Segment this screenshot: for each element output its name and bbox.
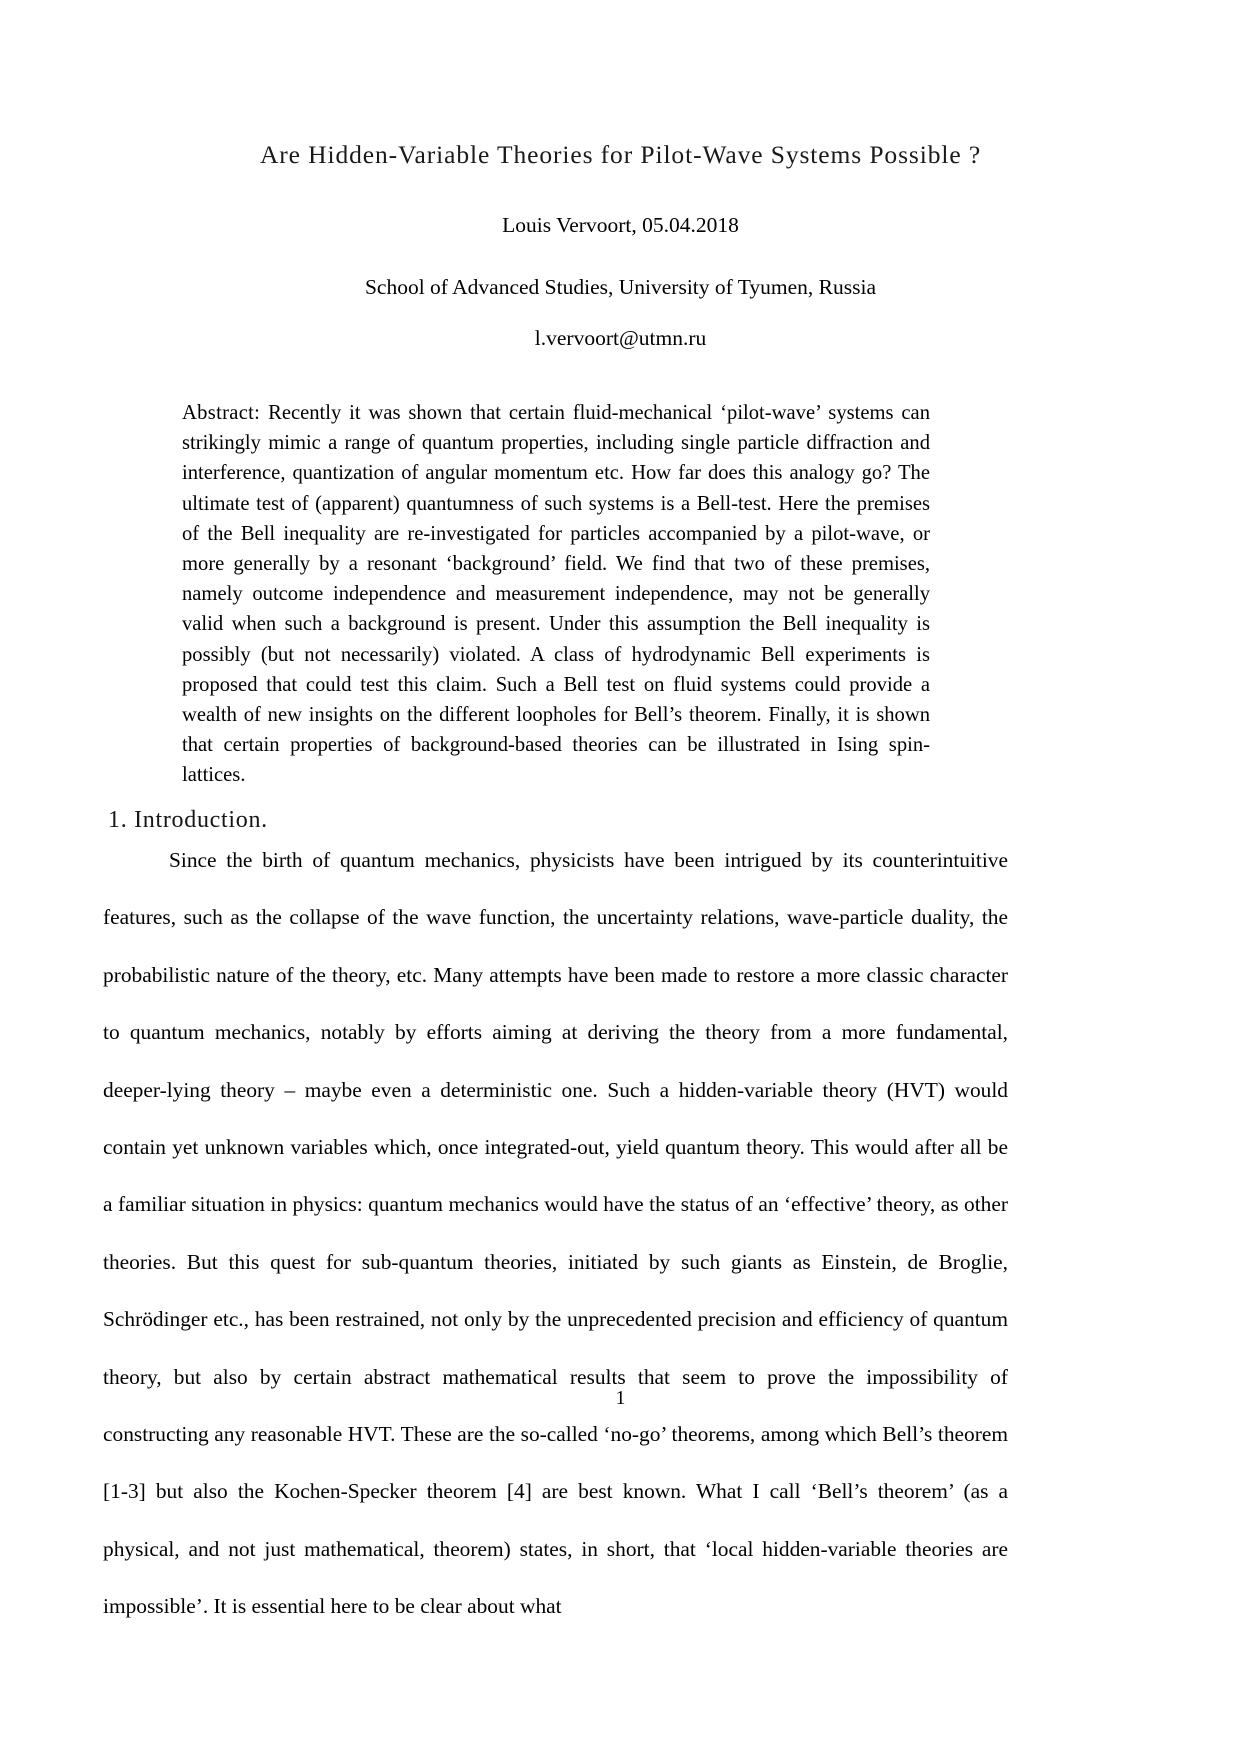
- author-email: l.vervoort@utmn.ru: [534, 326, 707, 350]
- author-line: Louis Vervoort, 05.04.2018: [502, 213, 739, 237]
- section-body-introduction: Since the birth of quantum mechanics, physicists have been intrigued by its counterintuitive features, such as the collapse of the wave function, the uncertainty relations, wave-particle duality, the probabilistic nature of the theory, etc. Many attempts have been made to restore a more classic character to quantum mechanics, notably by efforts aiming at deriving the theory from a more fundamental, deeper-lying theory – maybe even a deterministic one. Such a hidden-variable theory (HVT) would contain yet unknown variables which, once integrated-out, yield quantum theory. This would after all be a familiar situation in physics: quantum mechanics would have the status of an ‘effective’ theory, as other theories. But this quest for sub-quantum theories, initiated by such giants as Einstein, de Broglie, Schrödinger etc., has been restrained, not only by the unprecedented precision and efficiency of quantum theory, but also by certain abstract mathematical results that seem to prove the impossibility of constructing any reasonable HVT. These are the so-called ‘no-go’ theorems, among which Bell’s theorem [1-3] but also the Kochen-Specker theorem [4] are best known. What I call ‘Bell’s theorem’ (as a physical, and not just mathematical, theorem) states, in short, that ‘local hidden-variable theories are impossible’. It is essential here to be clear about what: [103, 848, 1008, 1619]
- abstract-block: [182, 398, 930, 791]
- page-title: Are Hidden-Variable Theories for Pilot-Wave Systems Possible ?: [259, 140, 982, 170]
- page-number: 1: [615, 1388, 626, 1409]
- affiliation-line: School of Advanced Studies, University of Tyumen, Russia: [364, 275, 877, 299]
- abstract-label: Abstract:: [182, 402, 261, 424]
- abstract-text: Recently it was shown that certain fluid-mechanical ‘pilot-wave’ systems can strikingly mimic a range of quantum properties, including single particle diffraction and interference, quantization of angular momentum etc. How far does this analogy go? The ultimate test of (apparent) quantumness of such systems is a Bell-test. Here the premises of the Bell inequality are re-investigated for particles accompanied by a pilot-wave, or more generally by a resonant ‘background’ field. We find that two of these premises, namely outcome independence and measurement independence, may not be generally valid when such a background is present. Under this assumption the Bell inequality is possibly (but not necessarily) violated. A class of hydrodynamic Bell experiments is proposed that could test this claim. Such a Bell test on fluid systems could provide a wealth of new insights on the different loopholes for Bell’s theorem. Finally, it is shown that certain properties of background-based theories can be illustrated in Ising spin-lattices.: [182, 402, 930, 787]
- section-heading-introduction: 1. Introduction.: [108, 806, 268, 833]
